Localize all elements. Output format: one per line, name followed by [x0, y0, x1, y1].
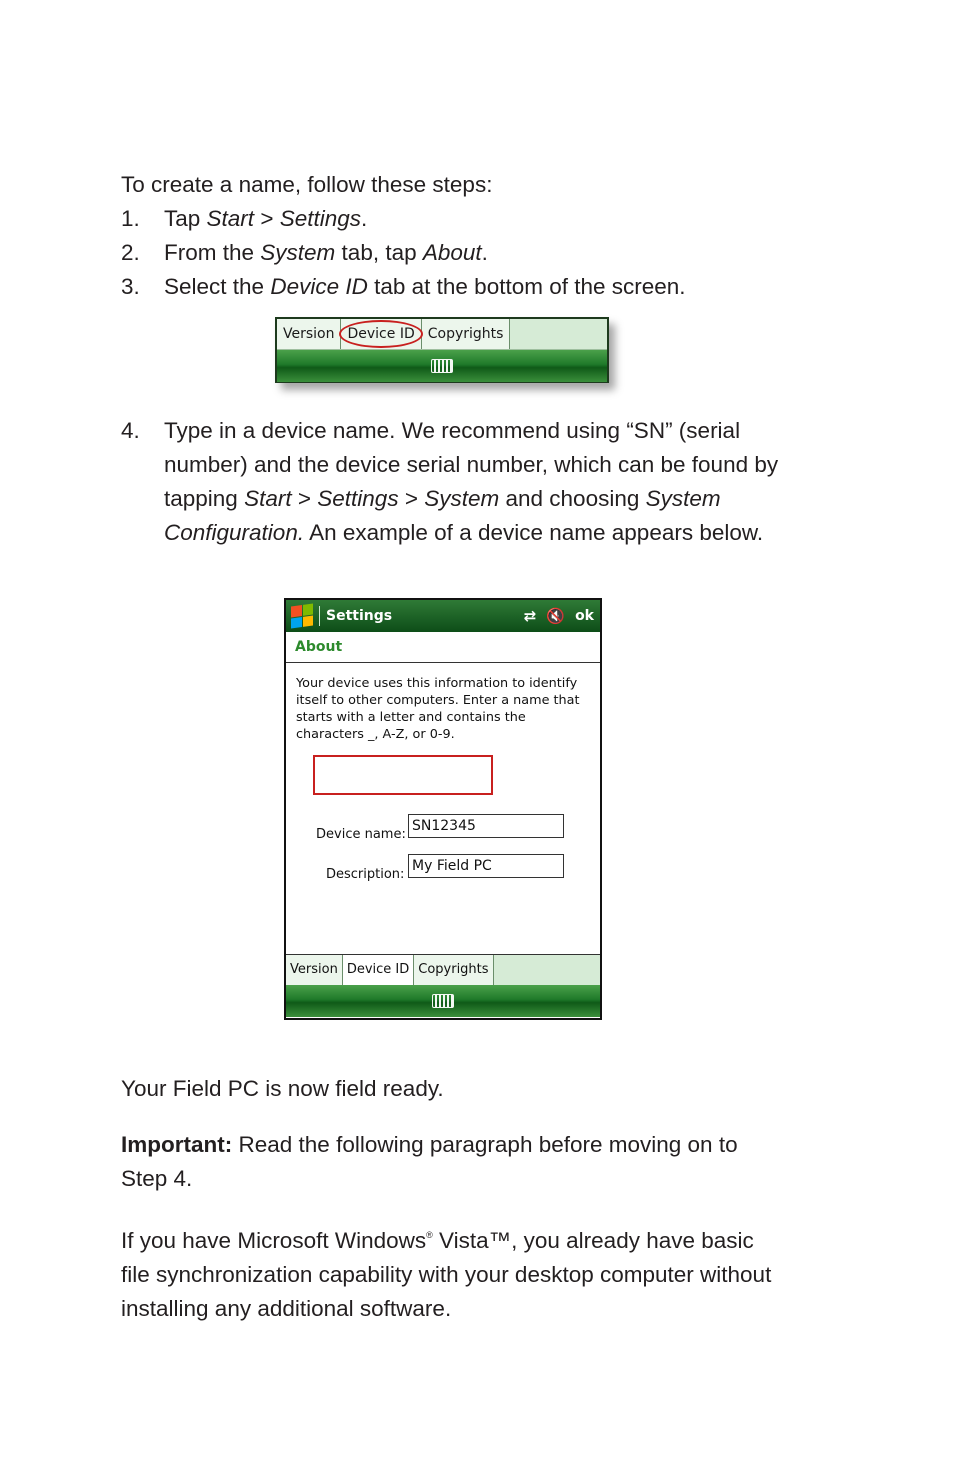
- intro-text: To create a name, follow these steps:: [121, 172, 493, 197]
- volume-muted-icon[interactable]: 🔇: [546, 607, 566, 625]
- vista-note: [121, 1218, 781, 1326]
- step-text: .: [481, 240, 488, 265]
- important-text: Read the following paragraph before moving on to Step 4.: [121, 1132, 738, 1191]
- step-text: Type in a device name. We recommend using “SN” (serial number) and the device serial number, which can be found by tapping: [164, 418, 779, 511]
- about-description: Your device uses this information to identify itself to other computers. Enter a name that starts with a letter and contains the characters _, A-Z, or 0-9.: [296, 676, 580, 742]
- vista-text: Vista™, you already have basic file synchronization capability with your desktop computer without installing any additional software.: [121, 1228, 772, 1321]
- step-term: System Configuration.: [164, 486, 721, 545]
- step-term: Settings: [317, 486, 399, 511]
- step-4-block: [121, 414, 781, 550]
- softkey-bar: [286, 985, 600, 1017]
- step-term: System: [424, 486, 500, 511]
- description-input[interactable]: My Field PC: [408, 854, 564, 878]
- device-name-label: Device name:: [316, 827, 406, 842]
- step-text: tab at the bottom of the screen.: [367, 274, 686, 299]
- step-text: and choosing: [499, 486, 646, 511]
- ok-button[interactable]: ok: [575, 608, 594, 624]
- softkey-bar: [277, 350, 607, 382]
- step-term: System: [260, 240, 336, 265]
- step-3: [121, 270, 781, 304]
- connectivity-icon[interactable]: ⇄: [523, 607, 537, 625]
- tab-device-id[interactable]: Device ID: [343, 955, 414, 985]
- tab-version[interactable]: Version: [286, 955, 343, 985]
- closing-text: [121, 1072, 781, 1348]
- title-bar: [286, 600, 600, 632]
- step-text: >: [291, 486, 318, 511]
- step-term: Start: [244, 486, 292, 511]
- keyboard-icon[interactable]: [431, 359, 453, 373]
- section-title: About: [286, 632, 600, 663]
- tab-version[interactable]: Version: [277, 319, 341, 349]
- step-text: >: [398, 486, 425, 511]
- step-term: Settings: [279, 206, 362, 231]
- step-text: Tap: [164, 206, 207, 231]
- step-text: Select the: [164, 274, 271, 299]
- step-term: Start: [206, 206, 255, 231]
- device-settings-screenshot: [284, 598, 602, 1020]
- keyboard-icon[interactable]: [432, 994, 454, 1008]
- step-2: [121, 236, 781, 270]
- step-text: An example of a device name appears below.: [304, 520, 764, 545]
- tab-strip-figure: [275, 317, 609, 383]
- instructions: [121, 168, 781, 304]
- step-term: Device ID: [270, 274, 368, 299]
- window-title: Settings: [326, 608, 393, 624]
- tab-copyrights[interactable]: Copyrights: [414, 955, 493, 985]
- step-number: 2.: [121, 240, 140, 265]
- steps-list: [121, 202, 781, 304]
- important-label: Important:: [121, 1132, 233, 1157]
- steps-list-continued: [121, 414, 781, 550]
- description-label: Description:: [326, 867, 405, 882]
- step-number: 3.: [121, 274, 140, 299]
- registered-mark: ®: [426, 1230, 433, 1240]
- tab-row: [277, 319, 607, 350]
- step-text: >: [254, 206, 280, 231]
- vista-text: If you have Microsoft Windows: [121, 1228, 427, 1253]
- important-note: [121, 1128, 781, 1196]
- ready-text: Your Field PC is now field ready.: [121, 1076, 444, 1101]
- step-number: 4.: [121, 418, 140, 443]
- bottom-tabs: [286, 954, 600, 985]
- step-4: [121, 414, 781, 550]
- step-term: About: [422, 240, 482, 265]
- step-text: tab, tap: [335, 240, 423, 265]
- step-number: 1.: [121, 206, 140, 231]
- tab-copyrights[interactable]: Copyrights: [422, 319, 511, 349]
- step-text: .: [361, 206, 368, 231]
- step-1: [121, 202, 781, 236]
- about-body: [286, 663, 600, 954]
- windows-start-icon[interactable]: [291, 603, 313, 628]
- description-row: [326, 858, 492, 883]
- device-name-input[interactable]: SN12345: [408, 814, 564, 838]
- tab-device-id[interactable]: Device ID: [341, 319, 421, 349]
- highlight-box: [313, 755, 493, 795]
- step-text: From the: [164, 240, 261, 265]
- device-name-row: [316, 818, 476, 843]
